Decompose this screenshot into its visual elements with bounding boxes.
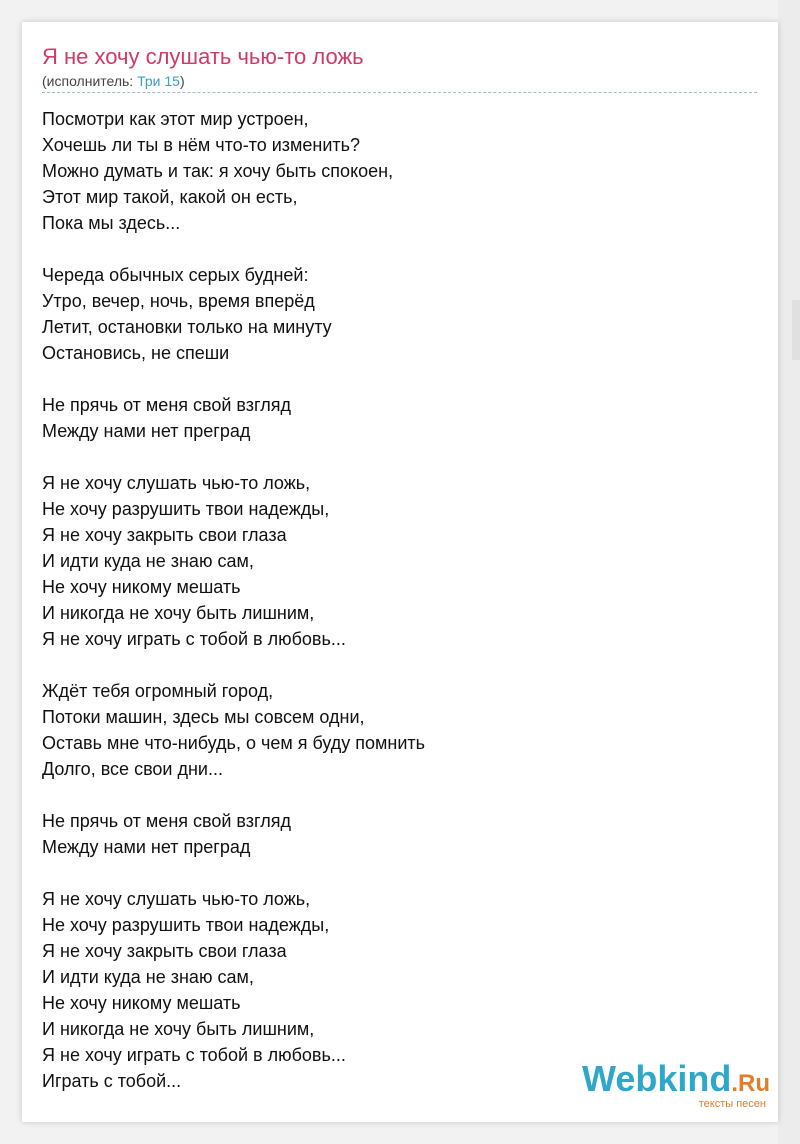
lyric-line: Между нами нет преград bbox=[42, 837, 251, 857]
stanza-gap bbox=[42, 444, 425, 470]
lyric-line: Я не хочу играть с тобой в любовь... bbox=[42, 1045, 346, 1065]
lyric-line: Череда обычных серых будней: bbox=[42, 265, 309, 285]
stanza-gap bbox=[42, 366, 425, 392]
lyric-line: И идти куда не знаю сам, bbox=[42, 551, 254, 571]
lyric-line: Оставь мне что-нибудь, о чем я буду помнить bbox=[42, 733, 426, 753]
lyric-line: Не хочу никому мешать bbox=[42, 993, 241, 1013]
lyric-line: Не хочу никому мешать bbox=[42, 577, 241, 597]
stanza-gap bbox=[42, 652, 425, 678]
lyric-line: Я не хочу закрыть свои глаза bbox=[42, 525, 287, 545]
lyric-line: Я не хочу слушать чью-то ложь, bbox=[42, 889, 311, 909]
page-edge bbox=[778, 0, 800, 1144]
page-edge-notch bbox=[792, 300, 800, 360]
lyric-line: Ждёт тебя огромный город, bbox=[42, 681, 274, 701]
lyric-line: Хочешь ли ты в нём что-то изменить? bbox=[42, 135, 361, 155]
lyric-line: Можно думать и так: я хочу быть спокоен, bbox=[42, 161, 394, 181]
logo-tld: .Ru bbox=[731, 1070, 770, 1097]
lyric-line: Играть с тобой... bbox=[42, 1071, 182, 1091]
lyric-line: Посмотри как этот мир устроен, bbox=[42, 109, 309, 129]
lyric-line: И никогда не хочу быть лишним, bbox=[42, 603, 315, 623]
lyric-line: Между нами нет преград bbox=[42, 421, 251, 441]
lyric-line: И идти куда не знаю сам, bbox=[42, 967, 254, 987]
lyric-line: Летит, остановки только на минуту bbox=[42, 317, 332, 337]
logo-main-text: Webkind bbox=[581, 1058, 732, 1099]
song-title: Я не хочу слушать чью-то ложь bbox=[42, 44, 364, 69]
artist-suffix: ) bbox=[179, 73, 185, 89]
logo-wordmark bbox=[581, 1058, 770, 1102]
lyric-line: Этот мир такой, какой он есть, bbox=[42, 187, 298, 207]
lyrics-body bbox=[42, 106, 425, 1094]
lyric-line: Не хочу разрушить твои надежды, bbox=[42, 915, 330, 935]
lyric-line: Не хочу разрушить твои надежды, bbox=[42, 499, 330, 519]
lyric-line: Остановись, не спеши bbox=[42, 343, 230, 363]
stanza-gap bbox=[42, 236, 425, 262]
lyric-line: Не прячь от меня свой взгляд bbox=[42, 811, 291, 831]
lyric-line: Утро, вечер, ночь, время вперёд bbox=[42, 291, 315, 311]
logo-tagline: тексты песен bbox=[698, 1098, 766, 1110]
artist-link[interactable]: Три 15 bbox=[137, 73, 180, 89]
lyric-line: Пока мы здесь... bbox=[42, 213, 181, 233]
webkind-logo[interactable] bbox=[581, 1058, 770, 1110]
lyric-line: Не прячь от меня свой взгляд bbox=[42, 395, 291, 415]
header-divider bbox=[42, 92, 757, 93]
lyric-line: Потоки машин, здесь мы совсем одни, bbox=[42, 707, 365, 727]
stanza-gap bbox=[42, 782, 425, 808]
lyrics-sheet bbox=[22, 22, 778, 1122]
artist-prefix: (исполнитель: bbox=[42, 73, 138, 89]
artist-line bbox=[42, 73, 185, 89]
lyric-line: Я не хочу играть с тобой в любовь... bbox=[42, 629, 346, 649]
lyric-line: И никогда не хочу быть лишним, bbox=[42, 1019, 315, 1039]
lyric-line: Я не хочу закрыть свои глаза bbox=[42, 941, 287, 961]
lyric-line: Я не хочу слушать чью-то ложь, bbox=[42, 473, 311, 493]
lyric-line: Долго, все свои дни... bbox=[42, 759, 223, 779]
stanza-gap bbox=[42, 860, 425, 886]
